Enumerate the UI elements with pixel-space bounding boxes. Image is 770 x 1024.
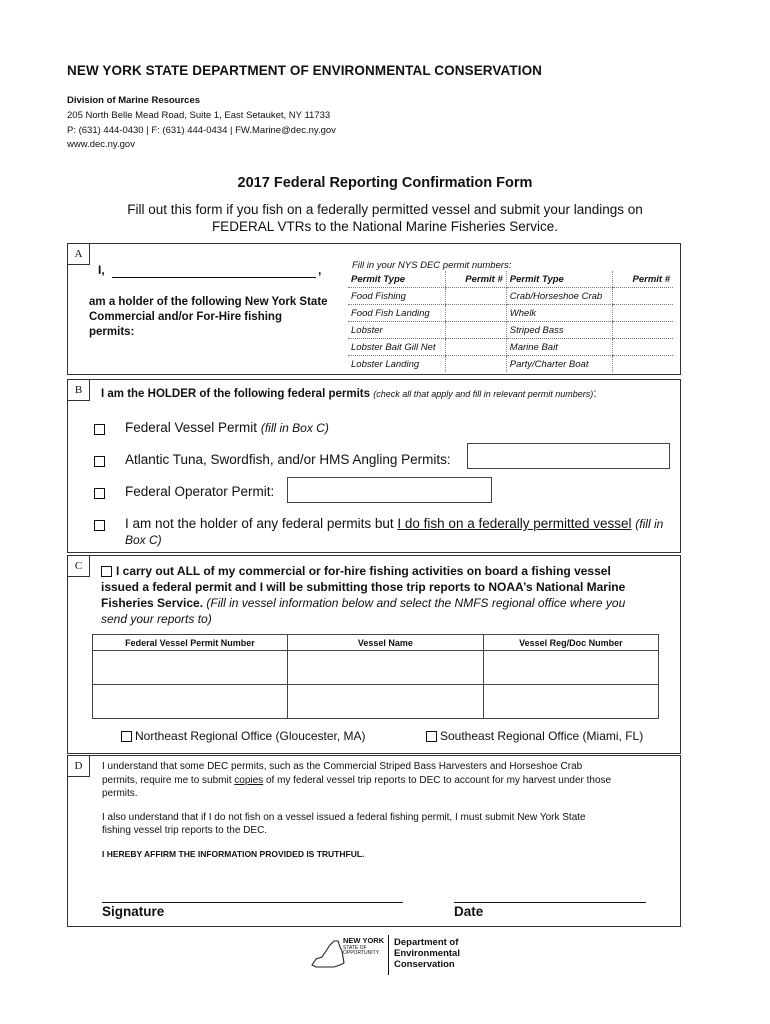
option-note: (fill in Box C) [260, 421, 329, 435]
form-intro [100, 201, 670, 235]
logo-ny-line: STATE OF [343, 945, 367, 951]
federal-vessel-permit-checkbox[interactable] [94, 424, 105, 435]
section-c-line [101, 563, 671, 579]
fill-note: Fill in your NYS DEC permit numbers: [352, 260, 512, 271]
option-note: Box C) [125, 533, 162, 547]
logo-ny-line: NEW YORK [343, 936, 385, 945]
declaration-underlined: copies [234, 774, 264, 786]
logo-ny-line: OPPORTUNITY. [343, 950, 380, 956]
section-tag: B [67, 379, 90, 401]
section-d [67, 755, 681, 927]
permit-number-field[interactable] [446, 356, 507, 373]
northeast-office-checkbox[interactable] [121, 731, 132, 742]
declaration-line: I also understand that if I do not fish on a vessel issued a federal fishing permit, I must submit New York State [102, 811, 586, 823]
logo-dec-line: Department of [394, 937, 459, 948]
permit-type: Food Fish Landing [348, 305, 446, 322]
section-c-note: (Fill in vessel information below and select the NMFS regional office where you [206, 596, 626, 610]
declaration-line: fishing vessel trip reports to the DEC. [102, 825, 268, 836]
heading-colon: : [593, 388, 597, 400]
southeast-office-option [426, 729, 643, 743]
affirmation: I HEREBY AFFIRM THE INFORMATION PROVIDED IS TRUTHFUL. [102, 848, 365, 859]
form-title: 2017 Federal Reporting Confirmation Form [237, 175, 533, 191]
no-federal-permit-checkbox[interactable] [94, 520, 105, 531]
permit-type: Striped Bass [506, 322, 613, 339]
section-b [67, 379, 681, 553]
option-underlined: I do fish on a federally permitted vessel [397, 516, 632, 531]
vessel-reg-field[interactable] [483, 651, 658, 685]
section-b-heading [101, 388, 597, 400]
hms-permit-number-field[interactable] [467, 443, 670, 469]
permit-number-field[interactable] [446, 305, 507, 322]
declaration-span: of my federal vessel trip reports to DEC to account for my harvest under those [263, 774, 612, 786]
section-c-line [101, 595, 671, 611]
date-field[interactable] [454, 886, 646, 903]
permit-type: Food Fishing [348, 288, 446, 305]
permit-type: Party/Charter Boat [509, 358, 589, 370]
option-federal-vessel-permit [125, 420, 329, 435]
division-name: Division of Marine Resources [67, 95, 201, 106]
permit-number-field[interactable] [613, 339, 673, 356]
section-c-line: send your reports to) [101, 612, 212, 626]
logo-dec-text [394, 937, 460, 970]
declaration-line: permits. [102, 788, 138, 799]
col-permit-type: Permit Type [506, 271, 613, 288]
operator-permit-checkbox[interactable] [94, 488, 105, 499]
logo-divider [388, 935, 389, 975]
heading-note: (check all that apply and fill in relevant permit numbers) [373, 389, 594, 399]
permit-type: Crab/Horseshoe Crab [506, 288, 613, 305]
declaration-text [102, 760, 677, 861]
vessel-reg-field[interactable] [483, 685, 658, 719]
permit-number-field[interactable] [446, 322, 507, 339]
vessel-permit-number-field[interactable] [93, 685, 288, 719]
nys-dec-logo [310, 931, 470, 981]
option-no-federal-permit [125, 516, 663, 531]
option-label: I am not the holder of any federal permits but [125, 516, 398, 531]
agency-name: NEW YORK STATE DEPARTMENT OF ENVIRONMENTAL CONSERVATION [67, 63, 543, 78]
permit-number-field[interactable] [446, 339, 507, 356]
nys-permit-table [348, 271, 673, 372]
office-label: Northeast Regional Office (Gloucester, MA) [135, 729, 366, 743]
option-note: (fill in [635, 517, 664, 531]
col-permit-number: Federal Vessel Permit Number [93, 635, 288, 651]
vessel-table [92, 634, 659, 719]
option-operator-permit: Federal Operator Permit: [125, 484, 275, 499]
permit-type: Whelk [506, 305, 613, 322]
permit-number-field[interactable] [613, 305, 673, 322]
holder-text: am a holder of the following New York State Commercial and/or For-Hire fishing permits: [89, 296, 328, 338]
vessel-name-field[interactable] [287, 651, 483, 685]
col-vessel-name: Vessel Name [287, 635, 483, 651]
section-tag: D [67, 755, 90, 777]
col-permit-number: Permit # [446, 271, 507, 288]
section-c-line-text: I carry out ALL of my commercial or for-hire fishing activities on board a fishing vessel [116, 564, 611, 578]
section-a [67, 243, 681, 375]
signature-field[interactable] [102, 886, 403, 903]
col-reg-doc-number: Vessel Reg/Doc Number [483, 635, 658, 651]
option-label: Federal Vessel Permit [125, 420, 258, 435]
name-suffix: , [318, 263, 322, 277]
option-hms-permit: Atlantic Tuna, Swordfish, and/or HMS Angling Permits: [125, 452, 451, 467]
declaration-span: permits, require me to submit [102, 774, 235, 786]
permit-number-field[interactable] [613, 288, 673, 305]
office-label: Southeast Regional Office (Miami, FL) [440, 729, 644, 743]
declaration-line [102, 774, 677, 788]
col-permit-number: Permit # [613, 271, 673, 288]
date-label: Date [454, 904, 484, 919]
signature-label: Signature [102, 904, 165, 919]
section-c [67, 555, 681, 754]
permit-number-field[interactable] [446, 288, 507, 305]
section-c-line: issued a federal permit and I will be submitting those trip reports to NOAA’s National Marine [101, 580, 626, 594]
name-prefix: I, [98, 263, 105, 277]
permit-type: Lobster Bait Gill Net [348, 339, 446, 356]
section-c-text [101, 563, 671, 627]
website: www.dec.ny.gov [67, 139, 135, 150]
declaration-line: I understand that some DEC permits, such as the Commercial Striped Bass Harvesters and Horseshoe Crab [102, 761, 583, 772]
operator-permit-number-field[interactable] [287, 477, 492, 503]
logo-dec-line: Conservation [394, 959, 455, 970]
southeast-office-checkbox[interactable] [426, 731, 437, 742]
intro-line: Fill out this form if you fish on a federally permitted vessel and submit your landings on [127, 202, 643, 217]
logo-dec-line: Environmental [394, 948, 460, 959]
all-federal-vessel-checkbox[interactable] [101, 566, 112, 577]
section-tag: C [67, 555, 90, 577]
new-york-state-map-icon [310, 937, 346, 971]
hms-permit-checkbox[interactable] [94, 456, 105, 467]
section-tag: A [67, 243, 90, 265]
permit-type: Lobster [348, 322, 446, 339]
permit-type: Marine Bait [506, 339, 613, 356]
contact-info: P: (631) 444-0430 | F: (631) 444-0434 | FW.Marine@dec.ny.gov [67, 125, 336, 136]
vessel-permit-number-field[interactable] [93, 651, 288, 685]
permit-type: Lobster Landing [351, 358, 420, 370]
name-field[interactable] [112, 263, 316, 278]
northeast-office-option [121, 729, 366, 743]
vessel-name-field[interactable] [287, 685, 483, 719]
heading-text: I am the HOLDER of the following federal permits [101, 388, 370, 400]
permit-number-field[interactable] [613, 322, 673, 339]
col-permit-type: Permit Type [348, 271, 446, 288]
permit-number-field[interactable] [613, 356, 673, 373]
section-c-bold: Fisheries Service. [101, 596, 204, 610]
address: 205 North Belle Mead Road, Suite 1, East Setauket, NY 11733 [67, 110, 331, 121]
intro-line: FEDERAL VTRs to the National Marine Fisheries Service. [211, 219, 559, 234]
